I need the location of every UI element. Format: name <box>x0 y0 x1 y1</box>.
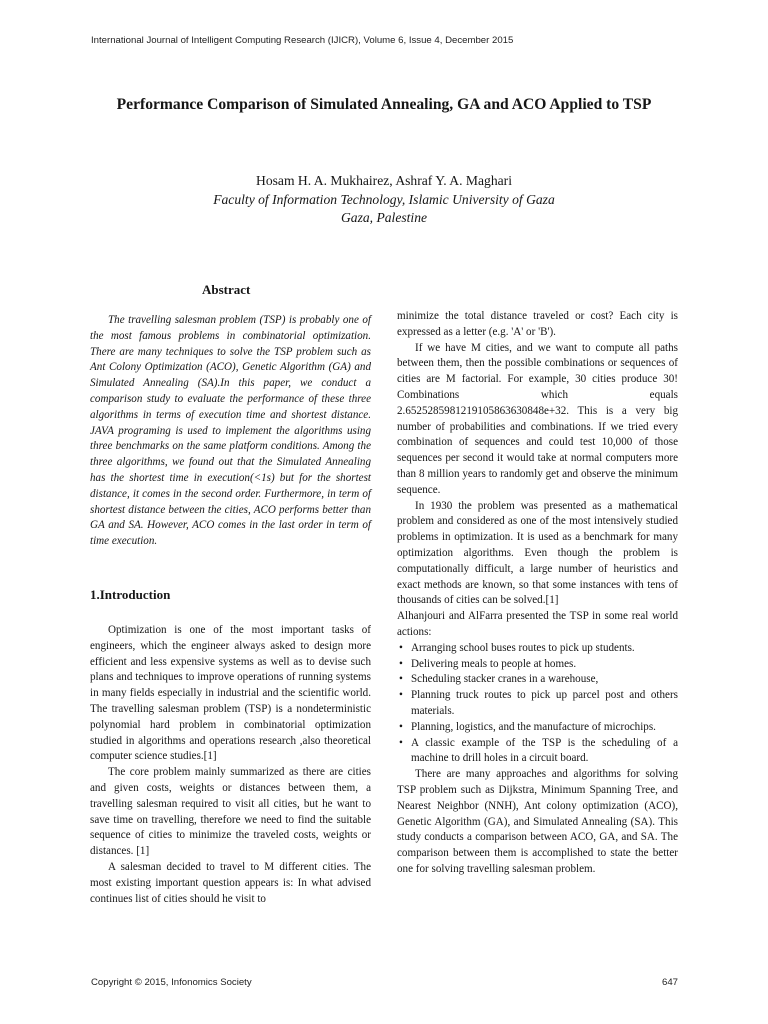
bullet-icon: • <box>399 641 403 654</box>
body-paragraph: Alhanjouri and AlFarra presented the TSP in some real world actions: <box>397 610 678 638</box>
paper-title: Performance Comparison of Simulated Annealing, GA and ACO Applied to TSP <box>116 96 652 113</box>
list-item: • Planning truck routes to pick up parcel post and others materials. <box>399 689 678 717</box>
body-paragraph: A salesman decided to travel to M different cities. The most existing important question appears is: In what advised continues list of cities should he visit to <box>90 860 371 905</box>
body-paragraph: The core problem mainly summarized as there are cities and given costs, weights or distances between them, a travelling salesman required to visit all cities, but he want to save time on travelling, therefore we need to find the suitable sequence of cities to minimize the traveled costs, weights or distances. [1] <box>90 766 371 858</box>
author-affiliation: Faculty of Information Technology, Islamic University of Gaza <box>213 191 555 207</box>
body-paragraph: Optimization is one of the most important tasks of engineers, which the engineer always asked to design more efficient and less expensive systems as well as to devise such plans and techniques to improve operations of running systems in many fields especially in industrial and the scientific world. The travelling salesman problem (TSP) is a nondeterministic polynomial hard problem in combinatorial optimization studied in algorithms and operations research ,also theoretical computer science studies.[1] <box>90 624 371 763</box>
author-block <box>90 172 678 228</box>
applications-list <box>397 641 678 767</box>
left-column-body <box>90 623 371 907</box>
author-names: Hosam H. A. Mukhairez, Ashraf Y. A. Maghari <box>256 173 512 188</box>
author-location: Gaza, Palestine <box>340 210 428 225</box>
copyright-footer: Copyright © 2015, Infonomics Society <box>91 977 252 988</box>
list-item: • Planning, logistics, and the manufacture of microchips. <box>397 720 678 736</box>
abstract-text: The travelling salesman problem (TSP) is probably one of the most famous problems in combinatorial optimization. There are many techniques to solve the TSP problem such as Ant Colony Optimization (ACO), Genetic Algorithm (GA) and Simulated Annealing (SA).In this paper, we conduct a comparison study to evaluate the performance of these three algorithms in terms of execution time and shortest distance. JAVA programing is used to implement the algorithms using three benchmarks on the same platform conditions. Among the three algorithms, we found out that the Simulated Annealing has the shortest time in execution(<1s) but for the shortest distance, it comes in the second order. Furthermore, in term of shortest distance between the cities, ACO performs better than GA and SA. However, ACO comes in the last order in term of time execution. <box>90 314 371 548</box>
body-paragraph: minimize the total distance traveled or cost? Each city is expressed as a letter (e.g. 'A' or 'B'). <box>397 310 678 338</box>
abstract-heading: Abstract <box>202 282 251 297</box>
list-item: • Arranging school buses routes to pick up students. <box>397 641 678 657</box>
bullet-icon: • <box>399 736 403 749</box>
journal-header: International Journal of Intelligent Computing Research (IJICR), Volume 6, Issue 4, December 2015 <box>91 35 514 46</box>
body-paragraph: In 1930 the problem was presented as a mathematical problem and considered as one of the most intensively studied problems in optimization. It is used as a benchmark for many optimization algorithms. Even though the problem is computationally difficult, a large number of heuristics and exact methods are known, so that some instances with tens of thousands of cities can be solved.[1] <box>397 499 678 607</box>
list-item: • A classic example of the TSP is the scheduling of a machine to drill holes in a circuit board. <box>399 736 678 765</box>
list-item: • Scheduling stacker cranes in a warehouse, <box>397 672 678 688</box>
bullet-icon: • <box>399 720 403 733</box>
page-number: 647 <box>661 977 678 988</box>
introduction-heading: 1.Introduction <box>90 587 171 602</box>
bullet-icon: • <box>399 689 403 702</box>
body-paragraph: There are many approaches and algorithms for solving TSP problem such as Dijkstra, Minimum Spanning Tree, and Nearest Neighbor (NNH), Ant colony optimization (ACO), Genetic Algorithm (GA), and Simulated Annealing (SA). This study conducts a comparison between ACO, GA, and SA. The comparison between them is accomplished to state the better one for solving travelling salesman problem. <box>397 768 678 875</box>
bullet-icon: • <box>399 657 403 670</box>
bullet-icon: • <box>399 673 403 686</box>
body-paragraph: If we have M cities, and we want to compute all paths between them, then the possible combinations or sequences of cities are M factorial. For example, 30 cities produce 30! Combinations which equals 2.6525285981219105863630848e+32. This is a very big number of probabilities and combinations. If we tried every combination of sequences and could test 10,000 of those sequences per second it would take at normal computers more than 8 million years to randomly get and observe the minimum sequence. <box>397 341 678 496</box>
list-item: • Delivering meals to people at homes. <box>397 657 678 673</box>
right-column-body <box>397 309 678 878</box>
